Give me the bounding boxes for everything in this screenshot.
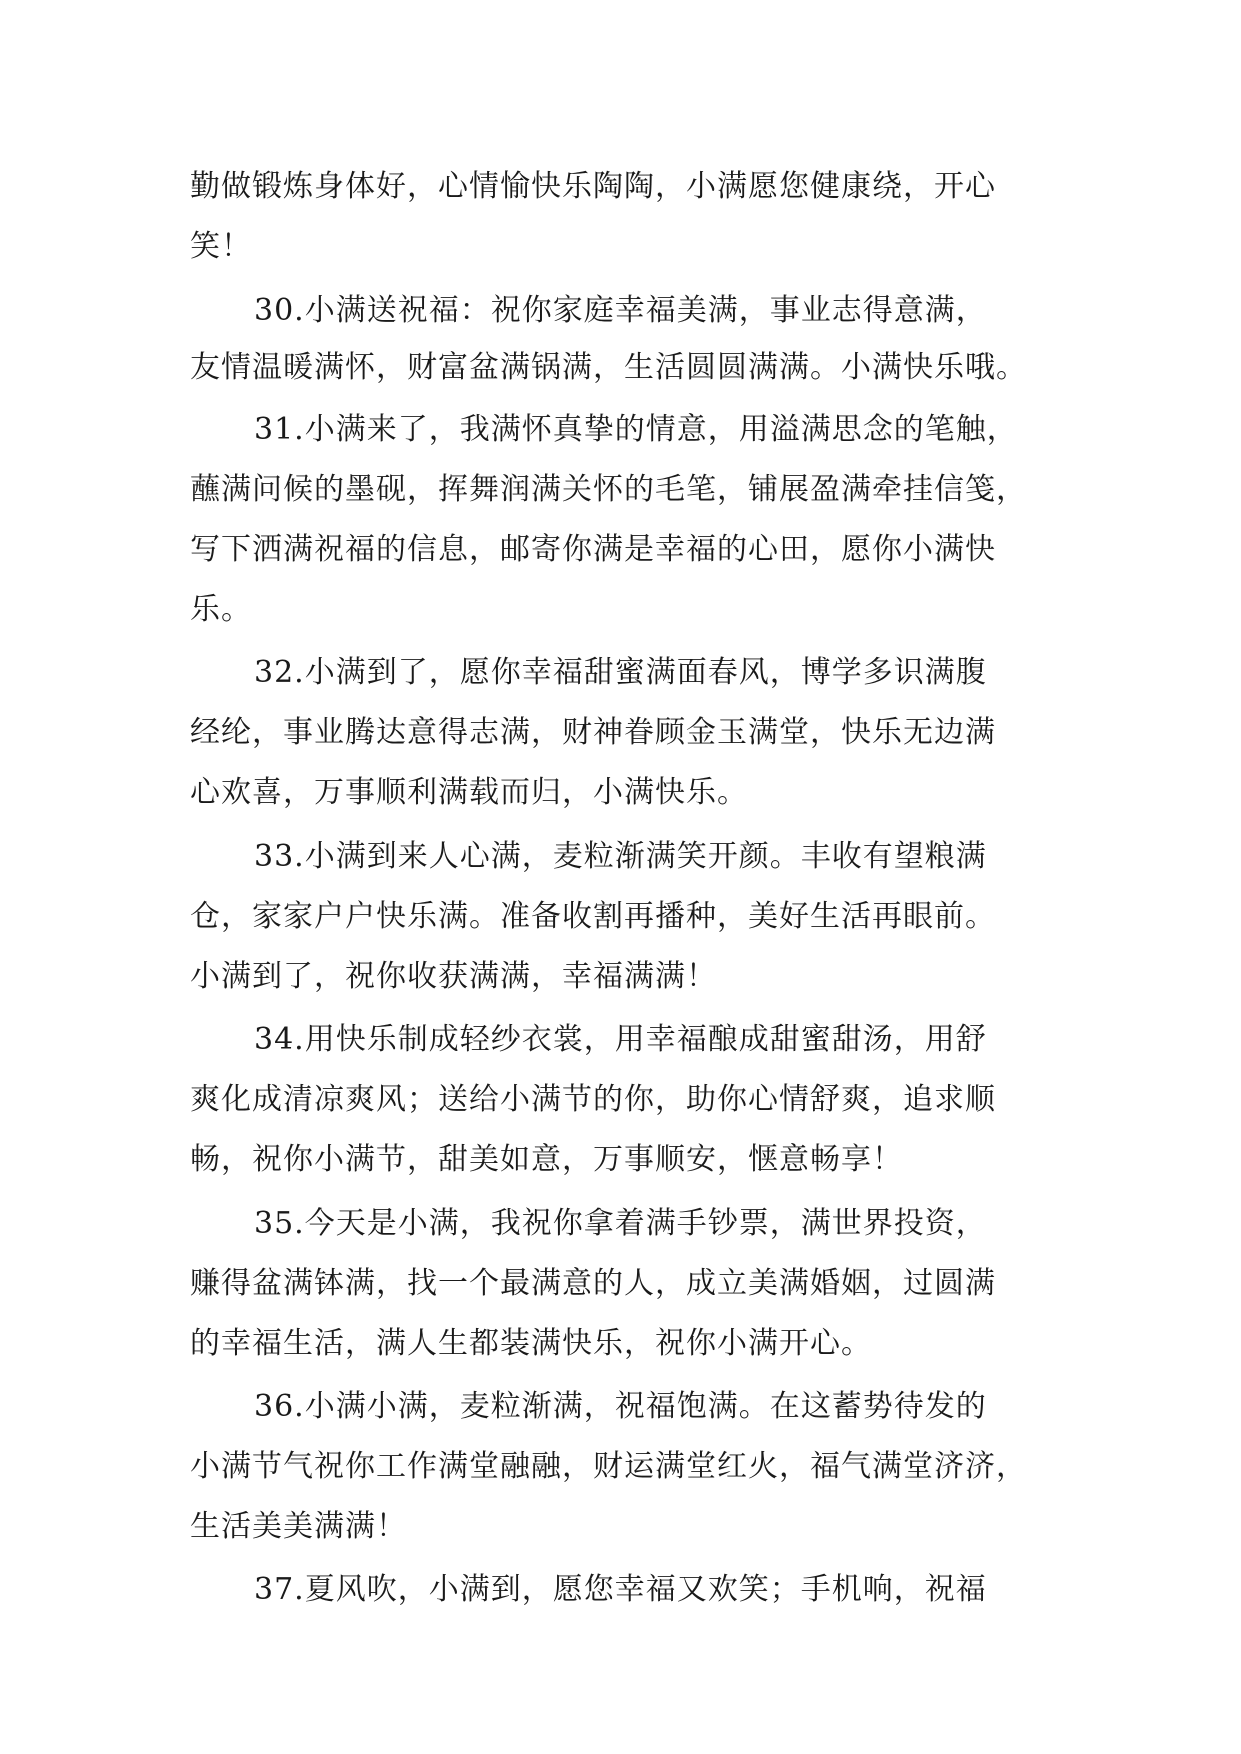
- paragraph-30-line-1: 友情温暖满怀，财富盆满锅满，生活圆圆满满。小满快乐哦。: [190, 350, 1027, 385]
- paragraph-35-line-2: 的幸福生活，满人生都装满快乐，祝你小满开心。: [190, 1326, 872, 1361]
- paragraph-32-line-1: 经纶，事业腾达意得志满，财神眷顾金玉满堂，快乐无边满: [190, 715, 996, 750]
- paragraph-36-line-2: 生活美美满满！: [190, 1509, 407, 1544]
- paragraph-31-line-1: 蘸满问候的墨砚，挥舞润满关怀的毛笔，铺展盈满牵挂信笺，: [190, 472, 1027, 507]
- paragraph-36-line-1: 小满节气祝你工作满堂融融，财运满堂红火，福气满堂济济，: [190, 1449, 1027, 1484]
- paragraph-34-line-2: 畅，祝你小满节，甜美如意，万事顺安，惬意畅享！: [190, 1142, 903, 1177]
- paragraph-32-line-2: 心欢喜，万事顺利满载而归，小满快乐。: [190, 775, 748, 810]
- paragraph-33-line-0: 33.小满到来人心满，麦粒渐满笑开颜。丰收有望粮满: [254, 839, 987, 874]
- paragraph-0-line-0: 勤做锻炼身体好，心情愉快乐陶陶，小满愿您健康绕，开心: [190, 169, 996, 204]
- paragraph-30-line-0: 30.小满送祝福：祝你家庭幸福美满，事业志得意满，: [254, 293, 987, 328]
- paragraph-33-line-2: 小满到了，祝你收获满满，幸福满满！: [190, 959, 717, 994]
- paragraph-0-line-1: 笑！: [190, 229, 252, 264]
- paragraph-34-line-0: 34.用快乐制成轻纱衣裳，用幸福酿成甜蜜甜汤，用舒: [254, 1022, 987, 1057]
- paragraph-35-line-1: 赚得盆满钵满，找一个最满意的人，成立美满婚姻，过圆满: [190, 1266, 996, 1301]
- paragraph-31-line-2: 写下洒满祝福的信息，邮寄你满是幸福的心田，愿你小满快: [190, 532, 996, 567]
- paragraph-34-line-1: 爽化成清凉爽风；送给小满节的你，助你心情舒爽，追求顺: [190, 1082, 996, 1117]
- paragraph-37-line-0: 37.夏风吹，小满到，愿您幸福又欢笑；手机响，祝福: [254, 1572, 987, 1607]
- paragraph-33-line-1: 仓，家家户户快乐满。准备收割再播种，美好生活再眼前。: [190, 899, 996, 934]
- paragraph-35-line-0: 35.今天是小满，我祝你拿着满手钞票，满世界投资，: [254, 1206, 987, 1241]
- paragraph-31-line-0: 31.小满来了，我满怀真挚的情意，用溢满思念的笔触，: [254, 412, 1018, 447]
- paragraph-31-line-3: 乐。: [190, 592, 252, 627]
- paragraph-36-line-0: 36.小满小满，麦粒渐满，祝福饱满。在这蓄势待发的: [254, 1389, 987, 1424]
- paragraph-32-line-0: 32.小满到了，愿你幸福甜蜜满面春风，博学多识满腹: [254, 655, 987, 690]
